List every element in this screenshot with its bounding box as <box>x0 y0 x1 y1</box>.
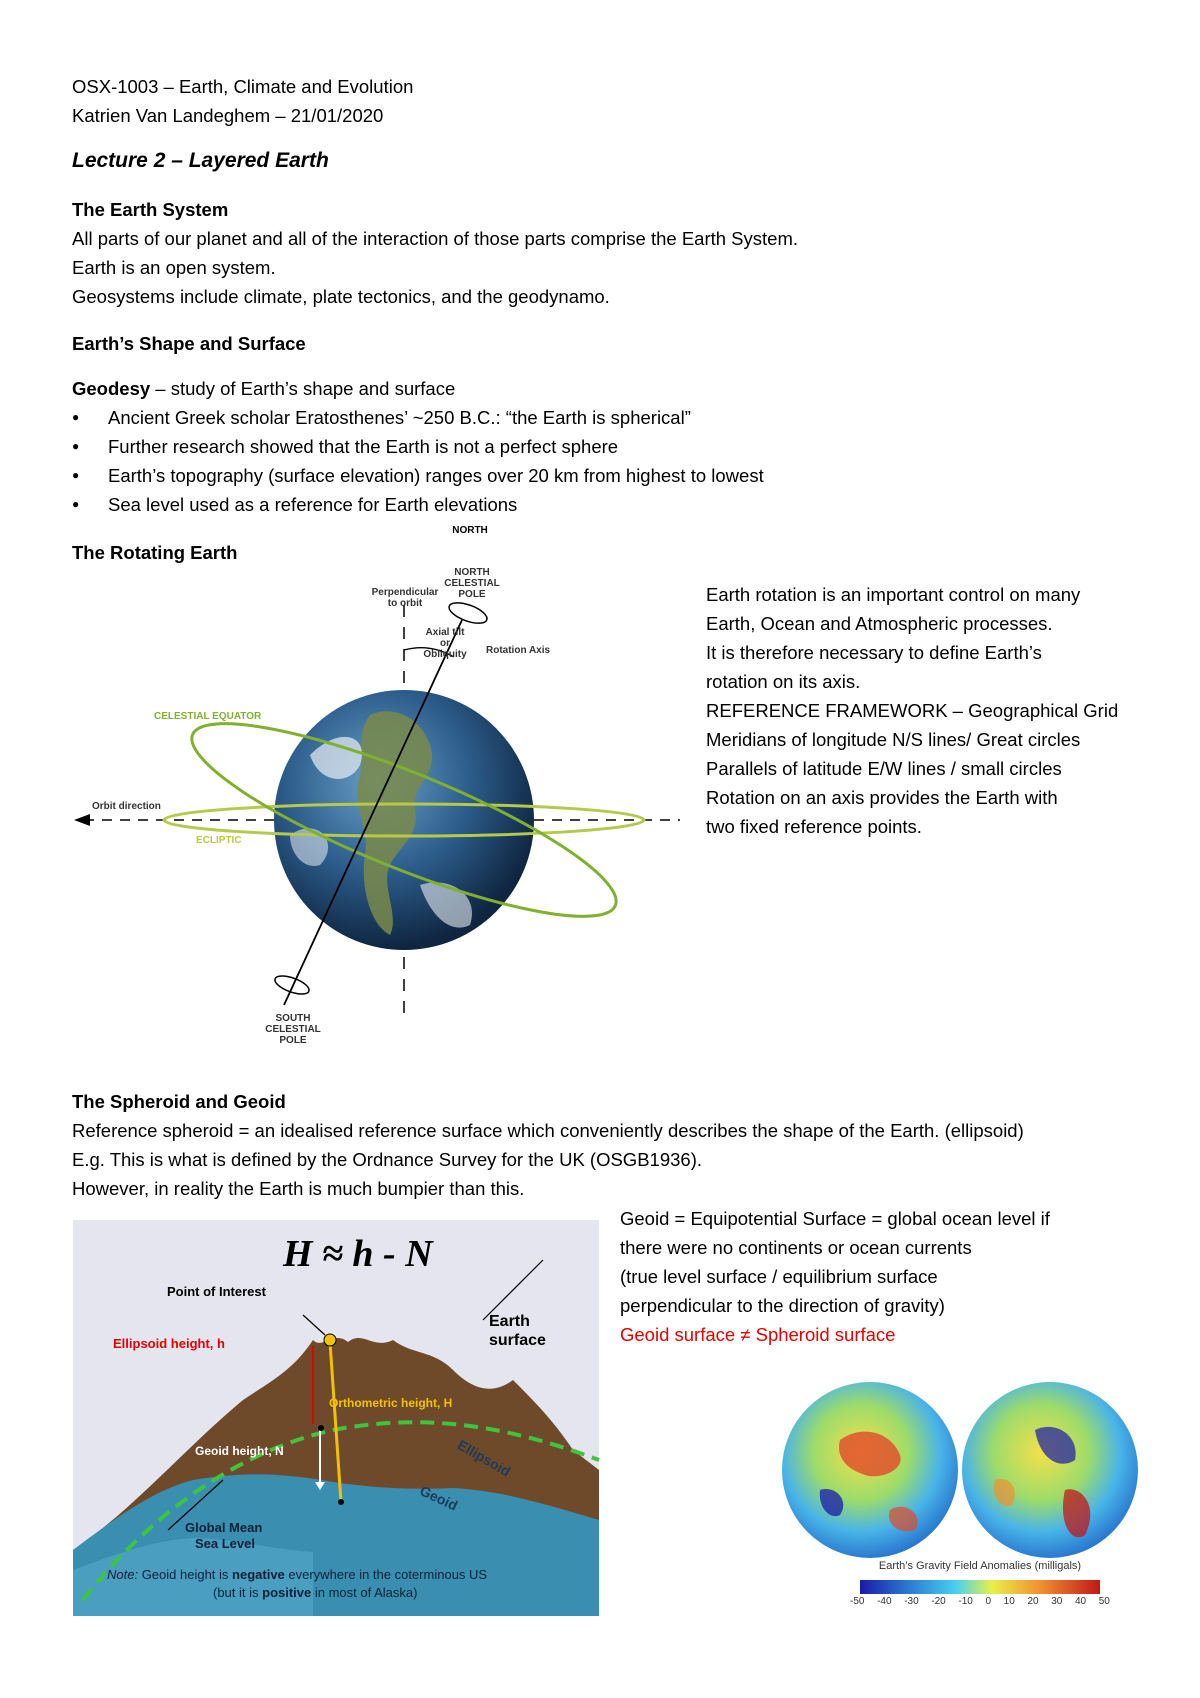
scale-tick: 10 <box>1003 1596 1015 1607</box>
paragraph-line: rotation on its axis. <box>706 671 861 692</box>
geoid-height-diagram <box>73 1220 599 1616</box>
label-line: Sea Level <box>195 1536 255 1551</box>
scale-tick: -20 <box>931 1596 946 1607</box>
earth-system-line-3: Geosystems include climate, plate tectonics, and the geodynamo. <box>72 286 610 307</box>
geodesy-line <box>72 374 455 403</box>
celestial-equator-label: CELESTIAL EQUATOR <box>154 711 262 722</box>
paragraph-line: Earth, Ocean and Atmospheric processes. <box>706 613 1053 634</box>
earth-system-line-2: Earth is an open system. <box>72 257 276 278</box>
note-fragment: everywhere in the coterminous US <box>284 1567 488 1582</box>
north-pole-label: NORTH <box>452 525 488 536</box>
spheroid-line-2: E.g. This is what is defined by the Ordnance Survey for the UK (OSGB1936). <box>72 1149 702 1170</box>
scale-tick: 20 <box>1027 1596 1039 1607</box>
spheroid-line-3: However, in reality the Earth is much bumpier than this. <box>72 1178 525 1199</box>
geoid-diagram-labels <box>73 1220 599 1616</box>
scale-tick: -50 <box>850 1596 865 1607</box>
course-line: OSX-1003 – Earth, Climate and Evolution <box>72 76 414 97</box>
earth-surface-label <box>489 1312 546 1350</box>
spheroid-line-1: Reference spheroid = an idealised reference surface which conveniently describes the shape of the Earth. (ellipsoid) <box>72 1120 1024 1141</box>
label-line: Axial tilt <box>425 627 465 638</box>
south-celestial-pole-label <box>256 1013 330 1046</box>
label-line: Obliquity <box>423 649 467 660</box>
paragraph-line: Rotation on an axis provides the Earth with <box>706 787 1058 808</box>
label-line: CELESTIAL <box>444 578 500 589</box>
rotating-diagram-labels <box>70 565 690 1065</box>
note-line-1 <box>107 1566 487 1584</box>
geodesy-definition: – study of Earth’s shape and surface <box>150 378 456 399</box>
label-line: POLE <box>279 1035 307 1046</box>
label-line: Earth <box>489 1313 530 1330</box>
paragraph-line: there were no continents or ocean currents <box>620 1237 972 1258</box>
geoid-height-label: Geoid height, N <box>195 1444 284 1458</box>
scale-tick: 50 <box>1098 1596 1110 1607</box>
geoid-label: Geoid <box>417 1482 461 1514</box>
gravity-scale-title: Earth’s Gravity Field Anomalies (milligals) <box>878 1560 1082 1572</box>
note-fragment: negative <box>232 1567 285 1582</box>
paragraph-line: perpendicular to the direction of gravity) <box>620 1295 945 1316</box>
list-item: ● Sea level used as a reference for Earth elevations <box>72 490 764 519</box>
ecliptic-label: ECLIPTIC <box>196 835 242 846</box>
label-line: POLE <box>458 589 486 600</box>
formula-label: H ≈ h - N <box>283 1233 433 1275</box>
geoid-vs-spheroid-line: Geoid surface ≠ Spheroid surface <box>620 1324 896 1345</box>
paragraph-line: It is therefore necessary to define Earth’s <box>706 642 1042 663</box>
scale-tick: -10 <box>958 1596 973 1607</box>
list-item: ● Further research showed that the Earth is not a perfect sphere <box>72 432 764 461</box>
label-line: surface <box>489 1332 546 1349</box>
ellipsoid-label: Ellipsoid <box>454 1436 514 1480</box>
lecture-title: Lecture 2 – Layered Earth <box>72 149 329 172</box>
paragraph-line: two fixed reference points. <box>706 816 922 837</box>
scale-tick: -30 <box>904 1596 919 1607</box>
note-fragment: positive <box>262 1585 312 1600</box>
global-msl-label <box>185 1520 262 1552</box>
color-scale-bar <box>860 1580 1100 1594</box>
note-line-2 <box>107 1584 487 1602</box>
label-line: Perpendicular <box>371 587 439 598</box>
list-item: ● Ancient Greek scholar Eratosthenes’ ~250 B.C.: “the Earth is spherical” <box>72 403 764 432</box>
label-line: Global Mean <box>185 1520 263 1535</box>
paragraph-line: REFERENCE FRAMEWORK – Geographical Grid <box>706 700 1119 721</box>
scale-tick: 0 <box>985 1596 992 1607</box>
scale-tick: -40 <box>877 1596 892 1607</box>
note-fragment: (but it is <box>213 1585 263 1600</box>
label-line: to orbit <box>387 598 423 609</box>
rotation-axis-label: Rotation Axis <box>486 645 551 656</box>
note-text <box>107 1566 487 1602</box>
rotating-earth-heading: The Rotating Earth <box>72 542 238 563</box>
author-date-line: Katrien Van Landeghem – 21/01/2020 <box>72 105 384 126</box>
earth-system-line-1: All parts of our planet and all of the interaction of those parts comprise the Earth System. <box>72 228 798 249</box>
geodesy-bullet-list <box>72 403 764 519</box>
paragraph-line: Meridians of longitude N/S lines/ Great circles <box>706 729 1081 750</box>
paragraph-line: Parallels of latitude E/W lines / small circles <box>706 758 1062 779</box>
geodesy-term: Geodesy <box>72 378 151 399</box>
point-of-interest-label: Point of Interest <box>167 1284 266 1299</box>
note-fragment: in most of Alaska) <box>311 1585 418 1600</box>
perpendicular-to-orbit-label <box>360 587 450 609</box>
spheroid-heading: The Spheroid and Geoid <box>72 1091 286 1112</box>
shape-surface-heading: Earth’s Shape and Surface <box>72 333 306 354</box>
gravity-globe-right <box>962 1382 1138 1558</box>
note-prefix: Note: <box>107 1567 139 1582</box>
rotating-earth-text <box>706 580 1118 841</box>
scale-tick: 30 <box>1051 1596 1063 1607</box>
orbit-direction-label: Orbit direction <box>92 801 161 812</box>
geoid-text <box>620 1204 1050 1349</box>
label-line: or <box>440 638 450 649</box>
list-item: ● Earth’s topography (surface elevation) ranges over 20 km from highest to lowest <box>72 461 764 490</box>
label-line: SOUTH <box>275 1013 311 1024</box>
orthometric-height-label: Orthometric height, H <box>329 1396 453 1410</box>
gravity-anomaly-figure <box>780 1370 1140 1620</box>
label-line: NORTH <box>454 567 490 578</box>
ellipsoid-height-label: Ellipsoid height, h <box>113 1336 225 1351</box>
label-line: CELESTIAL <box>265 1024 321 1035</box>
earth-system-heading: The Earth System <box>72 199 229 220</box>
note-fragment: Geoid height is <box>138 1567 233 1582</box>
axial-tilt-label <box>410 627 480 660</box>
scale-tick: 40 <box>1074 1596 1087 1607</box>
paragraph-line: Earth rotation is an important control on many <box>706 584 1081 605</box>
paragraph-line: (true level surface / equilibrium surface <box>620 1266 938 1287</box>
gravity-scale-ticks <box>850 1596 1110 1607</box>
paragraph-line: Geoid = Equipotential Surface = global ocean level if <box>620 1208 1050 1229</box>
